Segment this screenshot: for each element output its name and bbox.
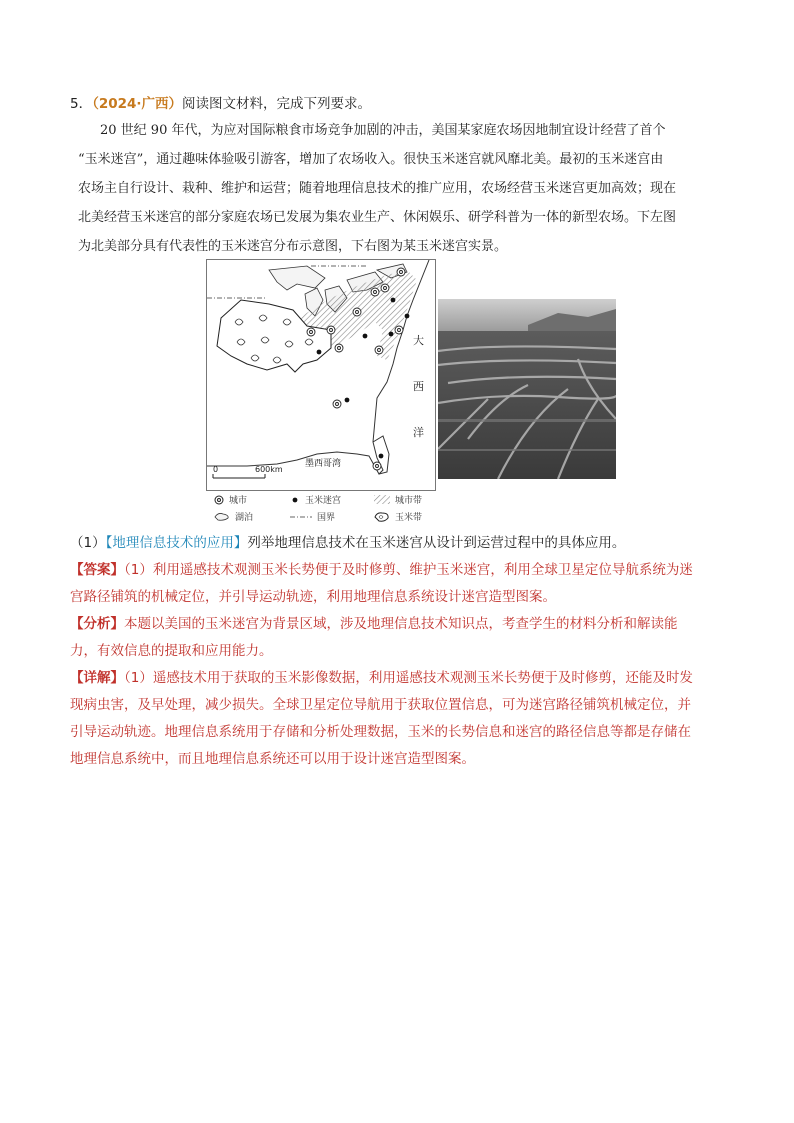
material-line: 农场主自行设计、栽种、维护和运营；随着地理信息技术的推广应用，农场经营玉米迷宫更加高效；现在 xyxy=(78,181,677,196)
question-header xyxy=(70,94,371,114)
scale-bar xyxy=(213,465,283,478)
legend-item-city-belt: 城市带 xyxy=(374,493,422,506)
analysis-line: 本题以美国的玉米迷宫为背景区域，涉及地理信息技术知识点，考查学生的材料分析和解读能 xyxy=(124,616,678,632)
hatch-icon xyxy=(374,495,390,504)
detail-label: 【详解】 xyxy=(70,670,124,686)
material-line: 为北美部分具有代表性的玉米迷宫分布示意图，下右图为某玉米迷宫实景。 xyxy=(78,239,508,254)
legend-item-corn-belt: 玉米带 xyxy=(374,510,422,523)
ocean-char: 洋 xyxy=(413,426,424,439)
answer-line: 宫路径铺筑的机械定位，并引导运动轨迹，利用地理信息系统设计迷宫造型图案。 xyxy=(70,589,556,605)
corn-belt-icon xyxy=(374,511,390,523)
legend-item-maze: 玉米迷宫 xyxy=(290,493,341,506)
detail-line: 现病虫害，及早处理，减少损失。全球卫星定位导航用于获取位置信息，可为迷宫路径铺筑机械定位，并 xyxy=(70,697,691,713)
ocean-char: 西 xyxy=(413,380,424,393)
sub-question-1 xyxy=(70,530,720,557)
map-drawing xyxy=(207,260,435,490)
detail-line: 地理信息系统中，而且地理信息系统还可以用于设计迷宫造型图案。 xyxy=(70,751,475,767)
knowledge-tag: 【地理信息技术的应用】 xyxy=(105,535,248,551)
corn-maze-map xyxy=(206,259,436,491)
question-number: 5． xyxy=(70,96,93,112)
city-icon xyxy=(214,495,224,505)
gulf-label: 墨西哥湾 xyxy=(305,459,342,469)
answer-block xyxy=(70,557,720,611)
maze-dot-icon xyxy=(290,495,300,505)
analysis-line: 力，有效信息的提取和应用能力。 xyxy=(70,643,273,659)
legend-item-border: 国界 xyxy=(290,510,335,523)
analysis-block xyxy=(70,611,720,665)
lake-icon xyxy=(214,512,230,521)
material-line: 20 世纪 90 年代，为应对国际粮食市场竞争加剧的冲击，美国某家庭农场因地制宜设计经营了首个 xyxy=(100,123,666,138)
detail-line: 引导运动轨迹。地理信息系统用于存储和分析处理数据，玉米的长势信息和迷宫的路径信息等都是存储在 xyxy=(70,724,691,740)
border-line-icon xyxy=(290,514,312,520)
map-legend xyxy=(206,493,446,527)
ocean-char: 大 xyxy=(413,334,424,347)
analysis-label: 【分析】 xyxy=(70,616,124,632)
material-line: “玉米迷宫”，通过趣味体验吸引游客，增加了农场收入。很快玉米迷宫就风靡北美。最初的玉米迷宫由 xyxy=(78,152,664,167)
sub-question-text: 列举地理信息技术在玉米迷宫从设计到运营过程中的具体应用。 xyxy=(247,535,626,551)
legend-item-lake: 湖泊 xyxy=(214,510,253,523)
material-paragraph xyxy=(78,116,718,261)
scale-start: 0 xyxy=(213,465,219,474)
question-instruction: 阅读图文材料，完成下列要求。 xyxy=(182,96,372,112)
legend-item-city: 城市 xyxy=(214,493,247,506)
question-source: （2024·广西） xyxy=(92,96,183,112)
answer-label: 【答案】 xyxy=(70,562,124,578)
corn-maze-photo xyxy=(438,299,616,479)
material-line: 北美经营玉米迷宫的部分家庭农场已发展为集农业生产、休闲娱乐、研学科普为一体的新型农场。下左图 xyxy=(78,210,677,225)
answer-line: （1）利用遥感技术观测玉米长势便于及时修剪、维护玉米迷宫，利用全球卫星定位导航系统为迷 xyxy=(124,562,693,578)
scale-end: 600km xyxy=(255,465,283,474)
detail-line: （1）遥感技术用于获取的玉米影像数据，利用遥感技术观测玉米长势便于及时修剪，还能及时发 xyxy=(124,670,693,686)
sub-question-number: （1） xyxy=(70,535,106,551)
detail-block xyxy=(70,665,720,773)
